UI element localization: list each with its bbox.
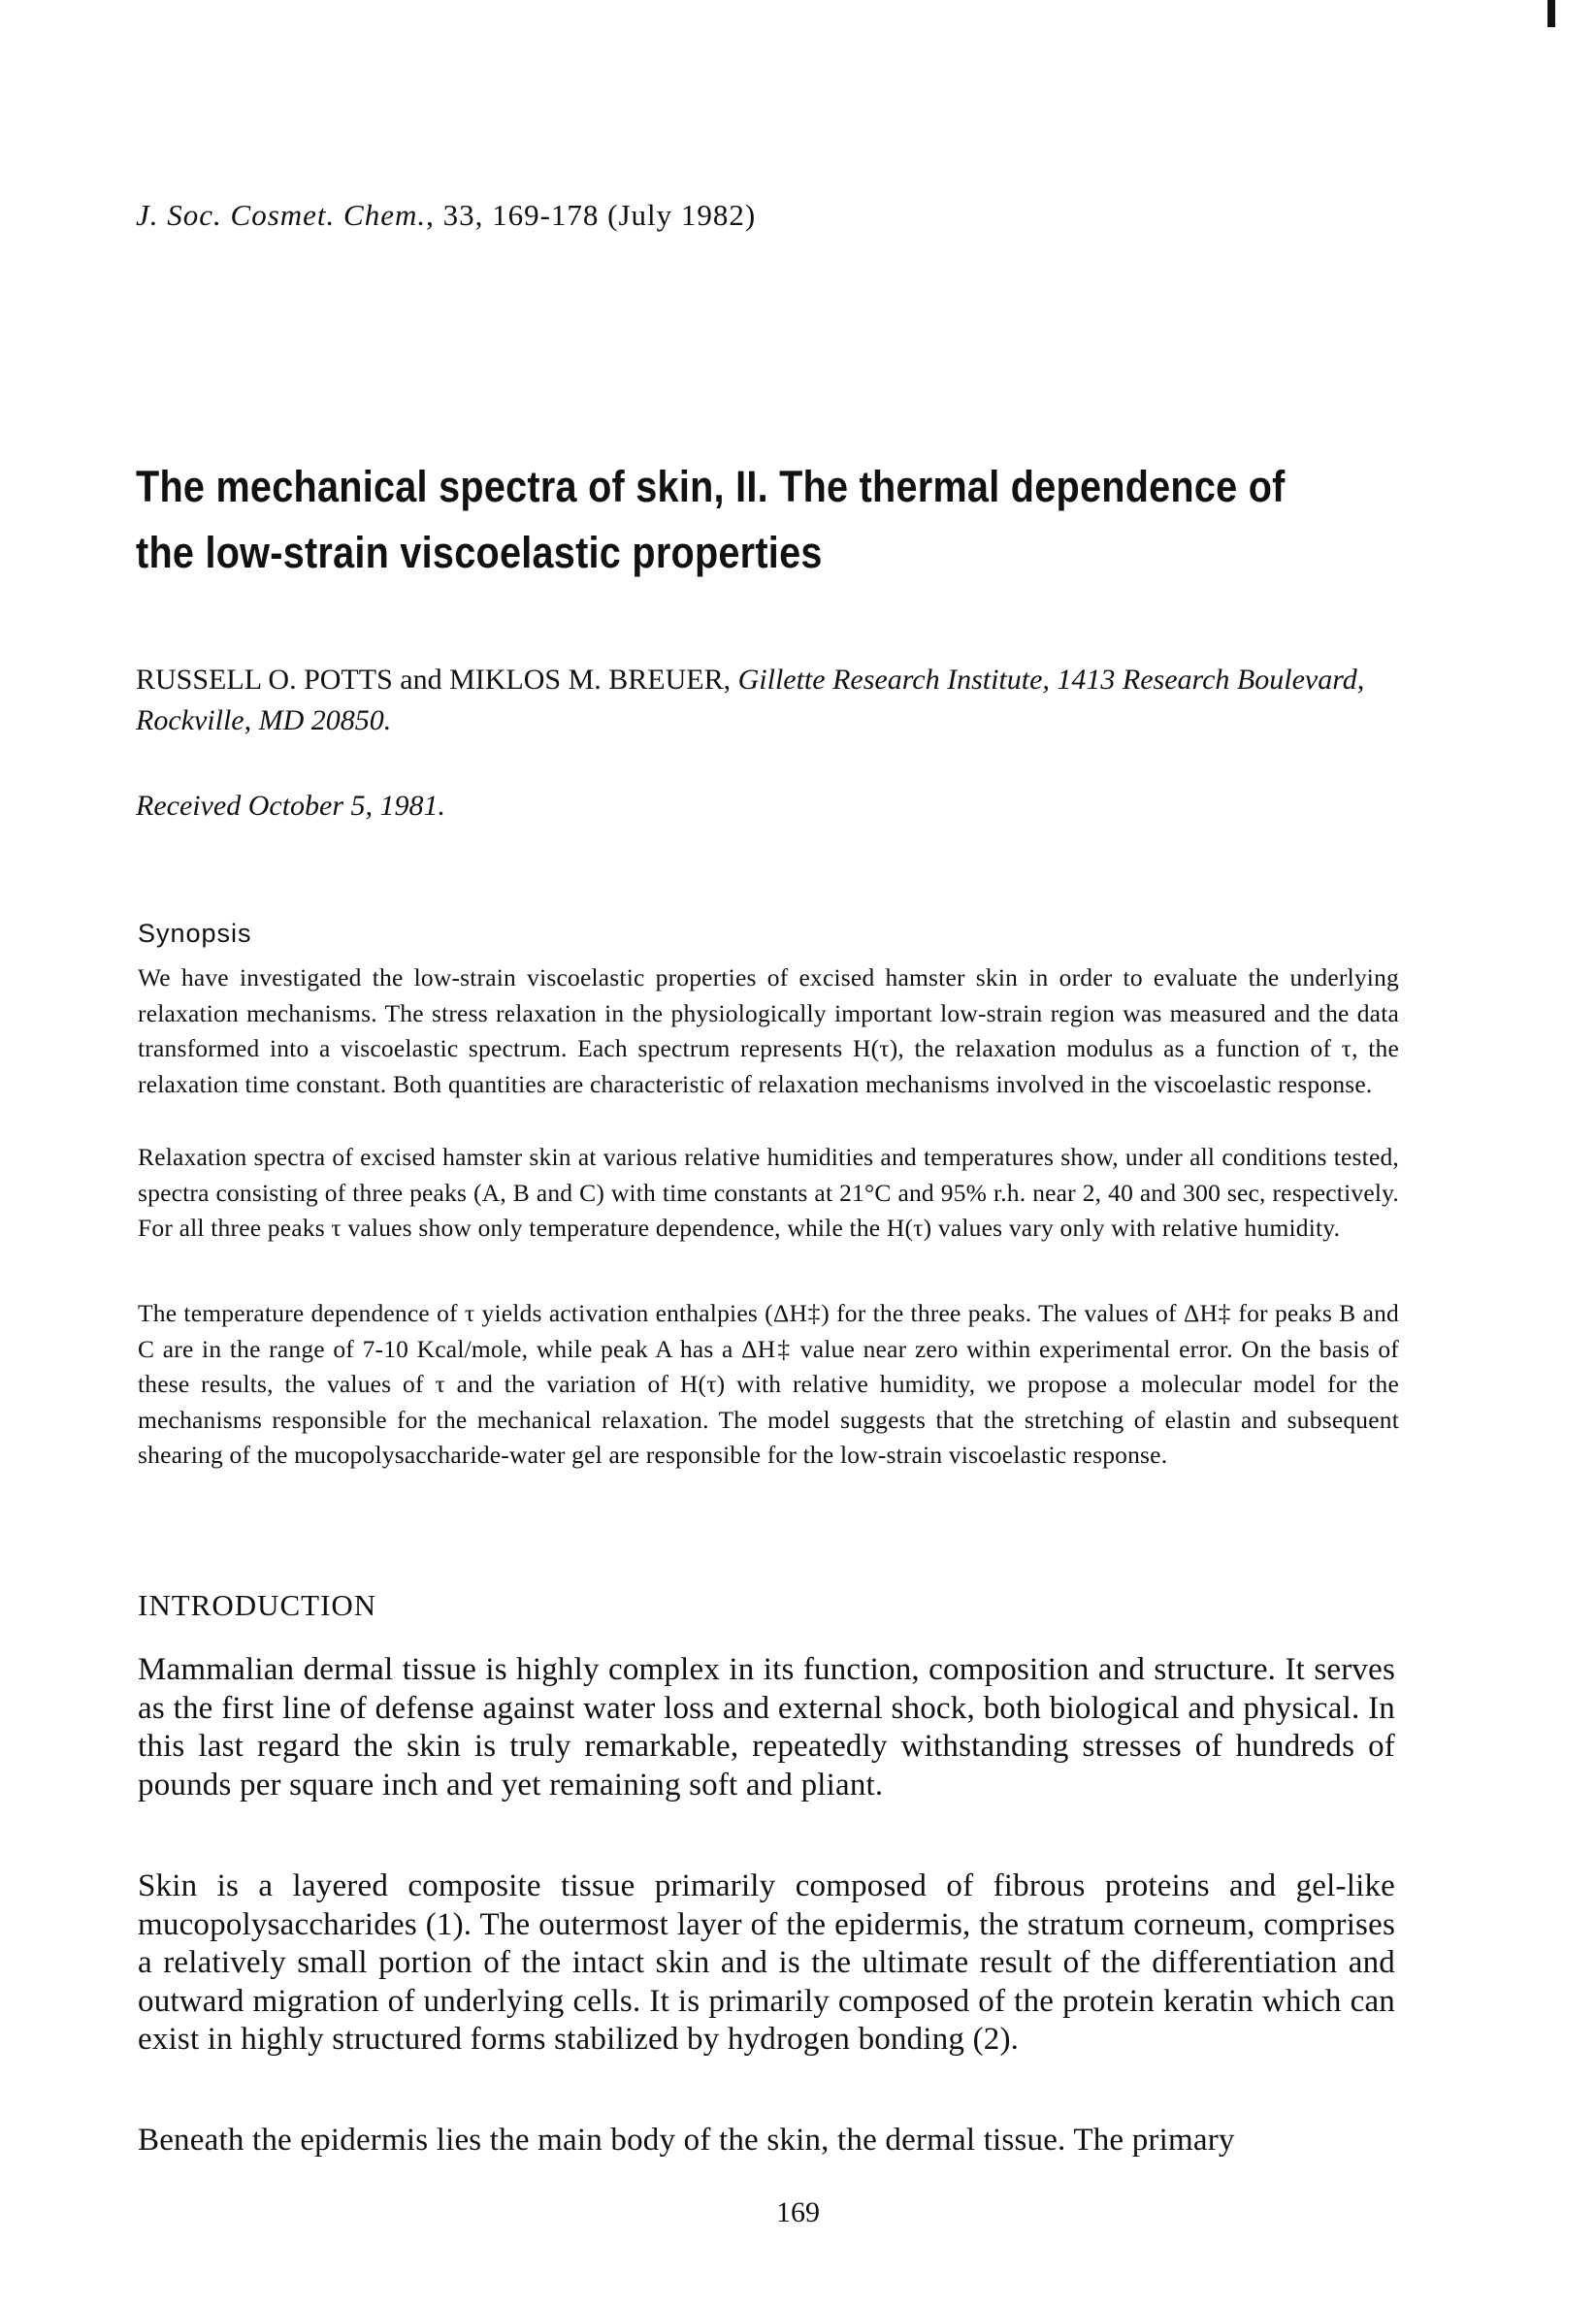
introduction-paragraph: Beneath the epidermis lies the main body of the skin, the dermal tissue. The primary — [138, 2123, 1235, 2158]
author-block — [136, 660, 1417, 741]
introduction-paragraph: Skin is a layered composite tissue primarily composed of fibrous proteins and gel-like mucopolysaccharides (1). The outermost layer of the epidermis, the stratum corneum, comprises a relatively small portion of the intact skin and is the ultimate result of the differentiation and outward migration of underlying cells. It is primarily composed of the protein keratin which can exist in highly structured forms stabilized by hydrogen bonding (2). — [138, 1868, 1395, 2057]
synopsis-paragraph: We have investigated the low-strain viscoelastic properties of excised hamster skin in order to evaluate the underlying relaxation mechanisms. The stress relaxation in the physiologically important low-strain region was measured and the data transformed into a viscoelastic spectrum. Each spectrum represents H(τ), the relaxation modulus as a function of τ, the relaxation time constant. Both quantities are characteristic of relaxation mechanisms involved in the viscoelastic response. — [138, 963, 1399, 1098]
author-names: RUSSELL O. POTTS and MIKLOS M. BREUER, — [136, 664, 738, 696]
author-affiliation: Gillette Research Institute, 1413 Research Boulevard, Rockville, MD 20850. — [136, 664, 1365, 736]
journal-citation — [136, 198, 756, 233]
synopsis-paragraph: Relaxation spectra of excised hamster skin at various relative humidities and temperatures show, under all conditions tested, spectra consisting of three peaks (A, B and C) with time constants at 21°C and 95% r.h. near 2, 40 and 300 sec, respectively. For all three peaks τ values show only temperature dependence, while the H(τ) values vary only with relative humidity. — [138, 1143, 1399, 1242]
introduction-heading: INTRODUCTION — [138, 1588, 377, 1622]
journal-volume-pages: , 33, 169-178 (July 1982) — [426, 198, 757, 232]
synopsis-heading: Synopsis — [138, 919, 252, 948]
introduction-paragraph: Mammalian dermal tissue is highly complex in its function, composition and structure. It serves as the first line of defense against water loss and external shock, both biological and physical. In this last regard the skin is truly remarkable, repeatedly withstanding stresses of hundreds of pounds per square inch and yet remaining soft and pliant. — [138, 1652, 1395, 1803]
journal-name: J. Soc. Cosmet. Chem. — [136, 198, 427, 232]
page-number: 169 — [776, 2196, 820, 2228]
scan-edge-mark — [1547, 0, 1555, 27]
article-title: The mechanical spectra of skin, II. The thermal dependence of the low-strain viscoelastic properties — [136, 462, 1286, 577]
received-date: Received October 5, 1981. — [136, 790, 446, 822]
synopsis-paragraph: The temperature dependence of τ yields activation enthalpies (ΔH‡) for the three peaks. The values of ΔH‡ for peaks B and C are in the range of 7-10 Kcal/mole, while peak A has a ΔH‡ value near zero within experimental error. On the basis of these results, the values of τ and the variation of H(τ) with relative humidity, we propose a molecular model for the mechanisms responsible for the mechanical relaxation. The model suggests that the stretching of elastin and subsequent shearing of the mucopolysaccharide-water gel are responsible for the low-strain viscoelastic response. — [138, 1299, 1399, 1469]
